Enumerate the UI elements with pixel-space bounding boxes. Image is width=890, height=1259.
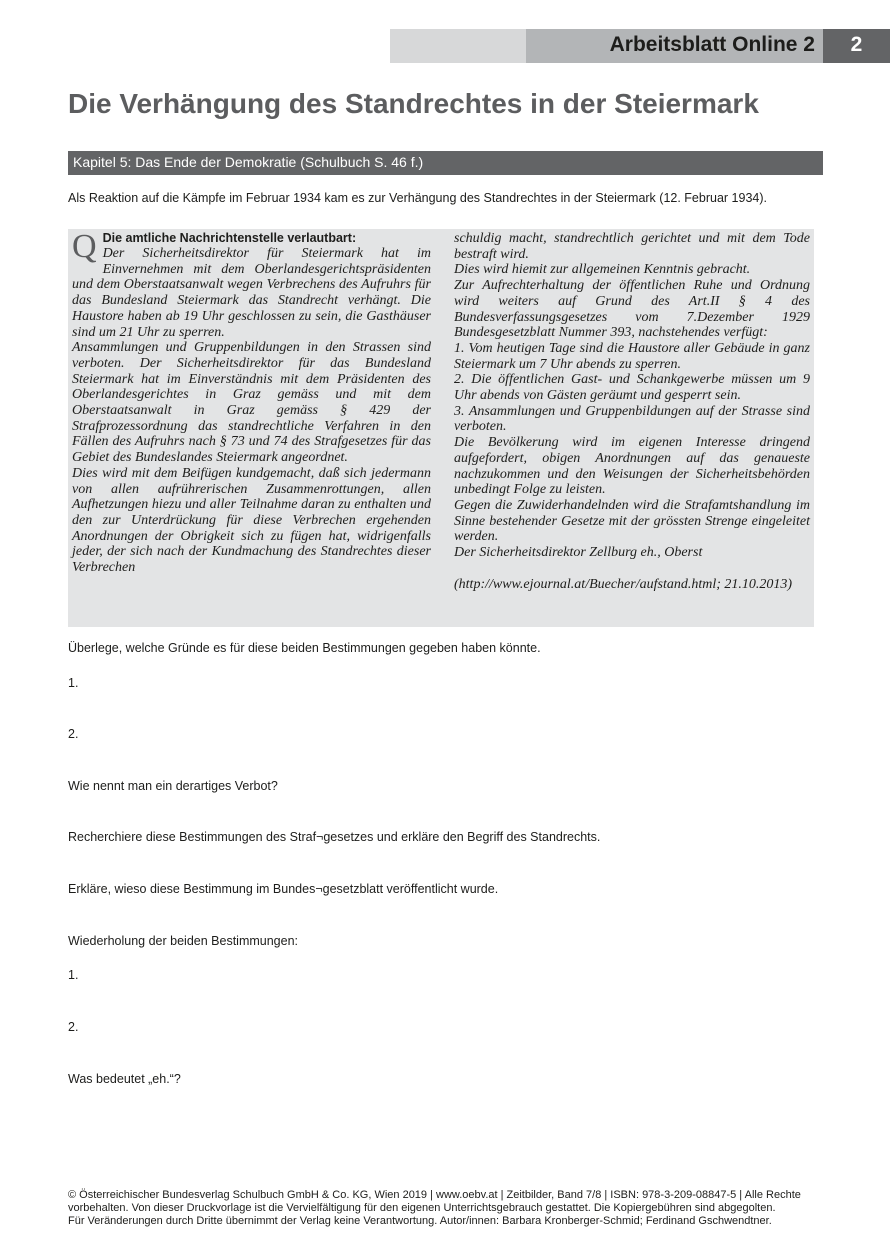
header-bar-light	[390, 29, 526, 63]
quote-marker: Q	[72, 228, 97, 265]
quote-column-right	[454, 231, 810, 592]
task-repeat: Wiederholung der beiden Bestimmungen:	[68, 934, 298, 948]
quote-column-left	[72, 228, 431, 576]
task-reasons: Überlege, welche Gründe es für diese beiden Bestimmungen gegeben haben könnte.	[68, 641, 541, 655]
quote-paragraph: Der Sicherheitsdirektor Zellburg eh., Oberst	[454, 545, 703, 561]
quote-paragraph: Gegen die Zuwiderhandelnden wird die Strafamtshandlung im Sinne bestehender Gesetze mit der grössten Strenge eingeleitet werden.	[454, 497, 810, 545]
quote-paragraph: Der Sicherheitsdirektor für Steiermark hat im Einvernehmen mit dem Oberlandesgerichtspräsidenten und dem Oberstaatsanwalt wegen Verbrechens des Aufruhrs für das Bundesland Steiermark das Standrecht verhängt. Die Haustore haben ab 19 Uhr geschlossen zu sein, die Gasthäuser sind um 21 Uhr zu sperren.	[72, 246, 431, 340]
footer-line: © Österreichischer Bundesverlag Schulbuch GmbH & Co. KG, Wien 2019 | www.oebv.at | Zeitbilder, Band 7/8 | ISBN: 978-3-209-08847-5 | Alle Rechte	[68, 1189, 801, 1201]
task-repeat-item-2: 2.	[68, 1020, 79, 1034]
task-explain-publication: Erkläre, wieso diese Bestimmung im Bundes¬gesetzblatt veröffentlicht wurde.	[68, 882, 499, 896]
task-meaning-eh: Was bedeutet „eh.“?	[68, 1072, 181, 1086]
quote-paragraph: Dies wird hiemit zur allgemeinen Kenntnis gebracht.	[454, 262, 751, 278]
copyright-footer	[68, 1189, 828, 1229]
quote-paragraph: Zur Aufrechterhaltung der öffentlichen Ruhe und Ordnung wird weiters auf Grund des Art.II § 4 des Bundesverfassungsgesetzes vom 7.Dezember 1929 Bundesgesetzblatt Nummer 393, nachstehendes verfügt:	[454, 278, 810, 341]
intro-text: Als Reaktion auf die Kämpfe im Februar 1934 kam es zur Verhängung des Standrechtes in der Steiermark (12. Februar 1934).	[68, 191, 767, 205]
footer-line: vorbehalten. Von dieser Druckvorlage ist die Vervielfältigung für den eigenen Unterrichtsgebrauch gestattet. Die Kopiergebühren sind abgegolten.	[68, 1202, 776, 1215]
task-ban-name: Wie nennt man ein derartiges Verbot?	[68, 779, 278, 793]
page-title: Die Verhängung des Standrechtes in der Steiermark	[68, 88, 759, 119]
page-number-box	[823, 29, 890, 63]
task-reasons-item-1: 1.	[68, 676, 79, 690]
task-reasons-item-2: 2.	[68, 727, 79, 741]
quote-paragraph: 3. Ansammlungen und Gruppenbildungen auf der Strasse sind verboten.	[454, 403, 810, 435]
quote-heading: Die amtliche Nachrichtenstelle verlautbart:	[102, 231, 357, 245]
quote-source: (http://www.ejournal.at/Buecher/aufstand.html; 21.10.2013)	[454, 576, 793, 592]
source-quote-box	[68, 229, 814, 627]
task-repeat-item-1: 1.	[68, 968, 79, 982]
page-number: 2	[850, 33, 863, 56]
quote-paragraph: Die Bevölkerung wird im eigenen Interesse dringend aufgefordert, obigen Anordnungen auf das genaueste nachzukommen und den Weisungen der Sicherheitsbehörden unbedingt Folge zu leisten.	[454, 435, 810, 498]
quote-paragraph: 1. Vom heutigen Tage sind die Haustore aller Gebäude in ganz Steiermark um 7 Uhr abends zu sperren.	[454, 340, 810, 372]
worksheet-label: Arbeitsblatt Online 2	[609, 33, 815, 56]
quote-paragraph: Ansammlungen und Gruppenbildungen in den Strassen sind verboten. Der Sicherheitsdirektor für das Bundesland Steiermark hat im Einverständnis mit dem Präsidenten des Oberlandesgerichtes in Graz gemäss und mit dem Oberstaatsanwalt in Graz gemäss § 429 der Strafprozessordnung das standrechtliche Verfahren in den Fällen des Aufruhrs nach § 73 und 74 des Strafgesetzes für das Gebiet des Bundeslandes Steiermark angeordnet.	[72, 340, 431, 466]
task-research: Recherchiere diese Bestimmungen des Straf¬gesetzes und erkläre den Begriff des Standrechts.	[68, 830, 601, 844]
quote-paragraph: Dies wird mit dem Beifügen kundgemacht, daß sich jedermann von allen aufrührerischen Zusammenrottungen, allen Aufhetzungen hiezu und aller Teilnahme daran zu enthalten und den zur Unterdrückung für diese Verbrechen ergehenden Anordnungen der Obrigkeit sich zu fügen hat, widrigenfalls jeder, der sich nach der Kundmachung des Standrechtes dieser Verbrechen	[72, 465, 431, 576]
quote-paragraph: schuldig macht, standrechtlich gerichtet und mit dem Tode bestraft wird.	[454, 231, 810, 262]
header-bar	[526, 29, 823, 63]
chapter-bar: Kapitel 5: Das Ende der Demokratie (Schulbuch S. 46 f.)	[68, 151, 823, 175]
footer-line: Für Veränderungen durch Dritte übernimmt der Verlag keine Verantwortung. Autor/innen: Barbara Kronberger-Schmid; Ferdinand Gschwendtner.	[68, 1215, 772, 1228]
quote-paragraph: 2. Die öffentlichen Gast- und Schankgewerbe müssen um 9 Uhr abends von Gästen geräumt und gesperrt sein.	[454, 372, 810, 404]
